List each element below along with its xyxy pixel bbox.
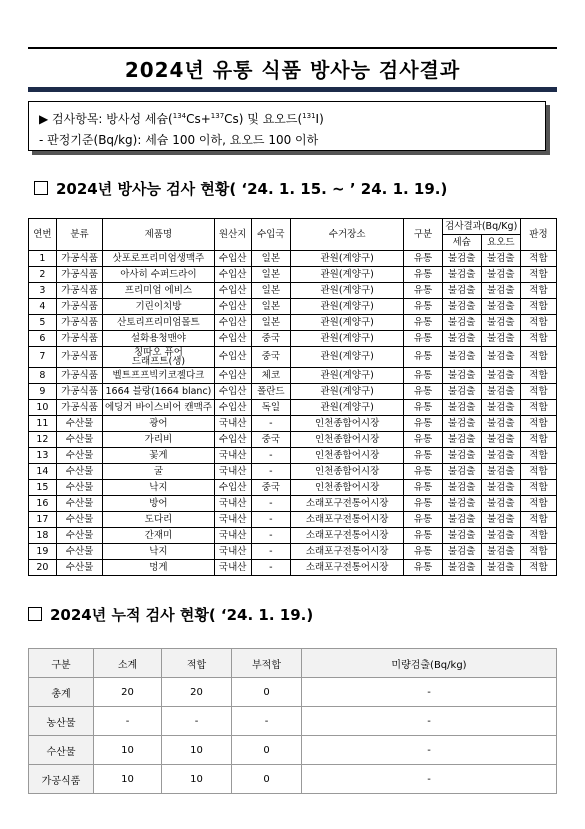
cell-category: 수산물: [56, 432, 102, 448]
cell-category: 수산물: [56, 544, 102, 560]
table-row: [29, 400, 557, 416]
cell-place: 인천종합어시장: [290, 480, 403, 496]
cell-iodine: 불검출: [481, 432, 520, 448]
table-row: [29, 368, 557, 384]
cell-place: 관원(계양구): [290, 251, 403, 267]
cell-place: 인천종합어시장: [290, 416, 403, 432]
cell-place: 관원(계양구): [290, 299, 403, 315]
table-cell: -: [162, 707, 232, 736]
row-label: 가공식품: [29, 765, 94, 794]
cell-country: -: [251, 512, 290, 528]
cell-place: 소래포구전통어시장: [290, 544, 403, 560]
cell-place: 관원(계양구): [290, 315, 403, 331]
table-row: [29, 765, 557, 794]
cell-type: 유통: [404, 347, 442, 368]
cell-iodine: 불검출: [481, 368, 520, 384]
table-cell: 10: [94, 736, 162, 765]
cell-iodine: 불검출: [481, 299, 520, 315]
header-result: 검사결과(Bq/Kg): [442, 219, 520, 235]
table-cell: -: [302, 736, 557, 765]
cell-product: 가리비: [103, 432, 214, 448]
cell-verdict: 적합: [520, 464, 556, 480]
table-row: [29, 347, 557, 368]
cell-iodine: 불검출: [481, 331, 520, 347]
cell-place: 소래포구전통어시장: [290, 560, 403, 576]
cell-verdict: 적합: [520, 267, 556, 283]
cell-country: 독일: [251, 400, 290, 416]
cell-category: 가공식품: [56, 251, 102, 267]
cell-country: 일본: [251, 283, 290, 299]
cell-iodine: 불검출: [481, 496, 520, 512]
cell-origin: 수입산: [214, 347, 251, 368]
header-no: 연번: [29, 219, 57, 251]
cell-country: 일본: [251, 299, 290, 315]
cell-verdict: 적합: [520, 528, 556, 544]
cell-type: 유통: [404, 267, 442, 283]
cell-iodine: 불검출: [481, 267, 520, 283]
cell-origin: 수입산: [214, 432, 251, 448]
table-cell: -: [94, 707, 162, 736]
cell-origin: 국내산: [214, 416, 251, 432]
section2-title: 2024년 누적 검사 현황( ‘24. 1. 19.): [50, 606, 314, 624]
column-header: 소계: [94, 649, 162, 678]
cell-type: 유통: [404, 464, 442, 480]
cell-verdict: 적합: [520, 480, 556, 496]
cell-verdict: 적합: [520, 432, 556, 448]
cell-iodine: 불검출: [481, 416, 520, 432]
cell-cesium: 불검출: [442, 480, 481, 496]
cell-product: 칭따오 퓨어 드래프트(생): [103, 347, 214, 368]
table-row: [29, 267, 557, 283]
table-row: [29, 544, 557, 560]
cell-type: 유통: [404, 251, 442, 267]
cell-country: -: [251, 544, 290, 560]
cell-no: 2: [29, 267, 57, 283]
column-header: 구분: [29, 649, 94, 678]
cell-cesium: 불검출: [442, 400, 481, 416]
weekly-results-table: [28, 218, 557, 576]
cell-type: 유통: [404, 384, 442, 400]
cell-no: 1: [29, 251, 57, 267]
cell-country: 일본: [251, 251, 290, 267]
cell-product: 낙지: [103, 544, 214, 560]
cell-type: 유통: [404, 315, 442, 331]
cell-product: 간재미: [103, 528, 214, 544]
cell-place: 인천종합어시장: [290, 464, 403, 480]
cell-origin: 국내산: [214, 448, 251, 464]
cell-origin: 국내산: [214, 496, 251, 512]
header-type: 구분: [404, 219, 442, 251]
cell-cesium: 불검출: [442, 528, 481, 544]
cell-iodine: 불검출: [481, 384, 520, 400]
cell-product: 도다리: [103, 512, 214, 528]
table-row: [29, 707, 557, 736]
header-origin: 원산지: [214, 219, 251, 251]
cell-origin: 수입산: [214, 400, 251, 416]
cell-product: 벨트프프빅키코젤다크: [103, 368, 214, 384]
column-header: 미량검출(Bq/kg): [302, 649, 557, 678]
header-cesium: 세슘: [442, 235, 481, 251]
cell-origin: 수입산: [214, 384, 251, 400]
cell-no: 10: [29, 400, 57, 416]
cell-cesium: 불검출: [442, 347, 481, 368]
cell-product: 삿포로프리미엄생맥주: [103, 251, 214, 267]
cell-iodine: 불검출: [481, 400, 520, 416]
cell-type: 유통: [404, 560, 442, 576]
cell-cesium: 불검출: [442, 368, 481, 384]
cell-iodine: 불검출: [481, 464, 520, 480]
cell-no: 19: [29, 544, 57, 560]
row-label: 농산물: [29, 707, 94, 736]
table-row: [29, 480, 557, 496]
cell-type: 유통: [404, 416, 442, 432]
cell-verdict: 적합: [520, 251, 556, 267]
cell-verdict: 적합: [520, 448, 556, 464]
cell-verdict: 적합: [520, 544, 556, 560]
cell-no: 18: [29, 528, 57, 544]
page-title: 2024년 유통 식품 방사능 검사결과: [124, 57, 461, 82]
cell-product: 프리미엄 에비스: [103, 283, 214, 299]
cell-no: 9: [29, 384, 57, 400]
cell-type: 유통: [404, 283, 442, 299]
cell-product: 꽃게: [103, 448, 214, 464]
cell-place: 관원(계양구): [290, 267, 403, 283]
cell-type: 유통: [404, 544, 442, 560]
cell-type: 유통: [404, 400, 442, 416]
cell-category: 가공식품: [56, 315, 102, 331]
cell-origin: 국내산: [214, 512, 251, 528]
cell-verdict: 적합: [520, 384, 556, 400]
cell-country: 일본: [251, 267, 290, 283]
cell-iodine: 불검출: [481, 251, 520, 267]
table-row: [29, 512, 557, 528]
cell-place: 소래포구전통어시장: [290, 512, 403, 528]
header-iodine: 요오드: [481, 235, 520, 251]
cell-category: 수산물: [56, 448, 102, 464]
header-product: 제품명: [103, 219, 214, 251]
section2-heading: [28, 604, 313, 625]
table-cell: 20: [94, 678, 162, 707]
cell-iodine: 불검출: [481, 283, 520, 299]
cell-product: 1664 블랑(1664 blanc): [103, 384, 214, 400]
row-label: 총계: [29, 678, 94, 707]
cell-place: 관원(계양구): [290, 368, 403, 384]
title-bar: [28, 47, 557, 92]
cell-cesium: 불검출: [442, 512, 481, 528]
cell-category: 가공식품: [56, 368, 102, 384]
cell-type: 유통: [404, 299, 442, 315]
cell-verdict: 적합: [520, 416, 556, 432]
cell-cesium: 불검출: [442, 267, 481, 283]
cell-no: 17: [29, 512, 57, 528]
cell-cesium: 불검출: [442, 464, 481, 480]
cell-place: 소래포구전통어시장: [290, 528, 403, 544]
cell-country: 중국: [251, 331, 290, 347]
cell-origin: 수입산: [214, 480, 251, 496]
cell-category: 가공식품: [56, 267, 102, 283]
cell-no: 16: [29, 496, 57, 512]
cell-iodine: 불검출: [481, 560, 520, 576]
cell-country: 중국: [251, 480, 290, 496]
cell-cesium: 불검출: [442, 544, 481, 560]
column-header: 부적합: [232, 649, 302, 678]
cell-place: 관원(계양구): [290, 347, 403, 368]
table-row: [29, 560, 557, 576]
cell-no: 6: [29, 331, 57, 347]
info-box: [28, 101, 546, 151]
cell-product: 아사히 수퍼드라이: [103, 267, 214, 283]
table-row: [29, 384, 557, 400]
test-items-line: ▶ 검사항목: 방사성 세슘($^{134}$Cs+$^{137}$Cs) 및 요오드($^{131}$I): [39, 112, 324, 126]
cell-type: 유통: [404, 512, 442, 528]
table-cell: 20: [162, 678, 232, 707]
cell-origin: 국내산: [214, 560, 251, 576]
cell-product: 산토리프리미엄몰트: [103, 315, 214, 331]
cell-no: 20: [29, 560, 57, 576]
cell-origin: 수입산: [214, 283, 251, 299]
cell-place: 인천종합어시장: [290, 448, 403, 464]
cell-no: 4: [29, 299, 57, 315]
cell-iodine: 불검출: [481, 544, 520, 560]
checkbox-square-icon: [28, 607, 42, 621]
cell-no: 8: [29, 368, 57, 384]
table-row: [29, 315, 557, 331]
cell-verdict: 적합: [520, 283, 556, 299]
cell-product: 에딩거 바이스비어 캔맥주: [103, 400, 214, 416]
cell-no: 5: [29, 315, 57, 331]
row-label: 수산물: [29, 736, 94, 765]
cell-place: 소래포구전통어시장: [290, 496, 403, 512]
cell-no: 3: [29, 283, 57, 299]
table-row: [29, 678, 557, 707]
cell-category: 가공식품: [56, 347, 102, 368]
cell-place: 관원(계양구): [290, 384, 403, 400]
cell-origin: 수입산: [214, 299, 251, 315]
cell-place: 관원(계양구): [290, 283, 403, 299]
table-cell: 10: [162, 765, 232, 794]
section1-heading: [34, 178, 447, 199]
cell-product: 방어: [103, 496, 214, 512]
cell-iodine: 불검출: [481, 347, 520, 368]
cell-category: 가공식품: [56, 384, 102, 400]
cell-category: 가공식품: [56, 283, 102, 299]
table-row: [29, 299, 557, 315]
checkbox-square-icon: [34, 181, 48, 195]
cell-origin: 수입산: [214, 267, 251, 283]
cell-no: 14: [29, 464, 57, 480]
cell-category: 수산물: [56, 480, 102, 496]
cell-origin: 수입산: [214, 315, 251, 331]
cell-type: 유통: [404, 480, 442, 496]
cell-product: 기린이치방: [103, 299, 214, 315]
cell-country: -: [251, 496, 290, 512]
table-cell: -: [232, 707, 302, 736]
cell-cesium: 불검출: [442, 251, 481, 267]
table-row: [29, 528, 557, 544]
cell-verdict: 적합: [520, 400, 556, 416]
cell-product: 멍게: [103, 560, 214, 576]
cell-country: 체코: [251, 368, 290, 384]
cell-verdict: 적합: [520, 331, 556, 347]
cell-type: 유통: [404, 368, 442, 384]
cell-origin: 수입산: [214, 331, 251, 347]
cell-verdict: 적합: [520, 315, 556, 331]
cell-country: 중국: [251, 432, 290, 448]
cell-cesium: 불검출: [442, 448, 481, 464]
cell-iodine: 불검출: [481, 512, 520, 528]
cell-cesium: 불검출: [442, 496, 481, 512]
cell-cesium: 불검출: [442, 331, 481, 347]
section1-title: 2024년 방사능 검사 현황( ‘24. 1. 15. ~ ’ 24. 1. 19.): [56, 180, 448, 198]
cell-product: 굴: [103, 464, 214, 480]
cell-verdict: 적합: [520, 496, 556, 512]
criteria-line: - 판정기준(Bq/kg): 세슘 100 이하, 요오드 100 이하: [39, 133, 319, 147]
cell-no: 11: [29, 416, 57, 432]
cell-origin: 국내산: [214, 528, 251, 544]
table-cell: 0: [232, 765, 302, 794]
cell-origin: 국내산: [214, 544, 251, 560]
table-cell: -: [302, 707, 557, 736]
cell-no: 12: [29, 432, 57, 448]
cell-type: 유통: [404, 448, 442, 464]
cell-product: 설화용청맨야: [103, 331, 214, 347]
cell-type: 유통: [404, 528, 442, 544]
cell-country: 일본: [251, 315, 290, 331]
cell-category: 수산물: [56, 416, 102, 432]
cell-country: -: [251, 448, 290, 464]
cell-category: 가공식품: [56, 331, 102, 347]
cell-category: 수산물: [56, 528, 102, 544]
cell-country: -: [251, 560, 290, 576]
cell-category: 수산물: [56, 464, 102, 480]
table-row: [29, 251, 557, 267]
cell-verdict: 적합: [520, 368, 556, 384]
table-cell: -: [302, 678, 557, 707]
cell-country: -: [251, 528, 290, 544]
cell-iodine: 불검출: [481, 480, 520, 496]
cell-country: 폴란드: [251, 384, 290, 400]
cell-product: 낙지: [103, 480, 214, 496]
cell-verdict: 적합: [520, 299, 556, 315]
cell-place: 관원(계양구): [290, 331, 403, 347]
header-category: 분류: [56, 219, 102, 251]
table-cell: -: [302, 765, 557, 794]
table-cell: 0: [232, 678, 302, 707]
cell-category: 가공식품: [56, 400, 102, 416]
cell-cesium: 불검출: [442, 560, 481, 576]
cell-iodine: 불검출: [481, 448, 520, 464]
table-row: [29, 283, 557, 299]
cell-iodine: 불검출: [481, 315, 520, 331]
cell-iodine: 불검출: [481, 528, 520, 544]
header-country: 수입국: [251, 219, 290, 251]
cell-no: 15: [29, 480, 57, 496]
table-row: [29, 496, 557, 512]
cell-origin: 국내산: [214, 464, 251, 480]
header-place: 수거장소: [290, 219, 403, 251]
table-row: [29, 432, 557, 448]
table-cell: 0: [232, 736, 302, 765]
cell-origin: 수입산: [214, 368, 251, 384]
table-row: [29, 331, 557, 347]
cell-product: 광어: [103, 416, 214, 432]
cell-category: 수산물: [56, 560, 102, 576]
table-row: [29, 448, 557, 464]
table-row: [29, 416, 557, 432]
cell-origin: 수입산: [214, 251, 251, 267]
cell-category: 가공식품: [56, 299, 102, 315]
cell-country: 중국: [251, 347, 290, 368]
table-row: [29, 736, 557, 765]
cell-country: -: [251, 464, 290, 480]
cell-place: 인천종합어시장: [290, 432, 403, 448]
cell-category: 수산물: [56, 496, 102, 512]
header-verdict: 판정: [520, 219, 556, 251]
cell-cesium: 불검출: [442, 283, 481, 299]
cell-cesium: 불검출: [442, 299, 481, 315]
cell-verdict: 적합: [520, 512, 556, 528]
table-cell: 10: [162, 736, 232, 765]
cell-cesium: 불검출: [442, 315, 481, 331]
cell-cesium: 불검출: [442, 416, 481, 432]
table-cell: 10: [94, 765, 162, 794]
cell-type: 유통: [404, 432, 442, 448]
cell-cesium: 불검출: [442, 384, 481, 400]
cell-type: 유통: [404, 496, 442, 512]
cell-category: 수산물: [56, 512, 102, 528]
cell-verdict: 적합: [520, 347, 556, 368]
cumulative-results-table: [28, 648, 557, 794]
cell-cesium: 불검출: [442, 432, 481, 448]
cell-place: 관원(계양구): [290, 400, 403, 416]
table-row: [29, 464, 557, 480]
cell-country: -: [251, 416, 290, 432]
column-header: 적합: [162, 649, 232, 678]
cell-no: 13: [29, 448, 57, 464]
cell-no: 7: [29, 347, 57, 368]
cell-type: 유통: [404, 331, 442, 347]
cell-verdict: 적합: [520, 560, 556, 576]
